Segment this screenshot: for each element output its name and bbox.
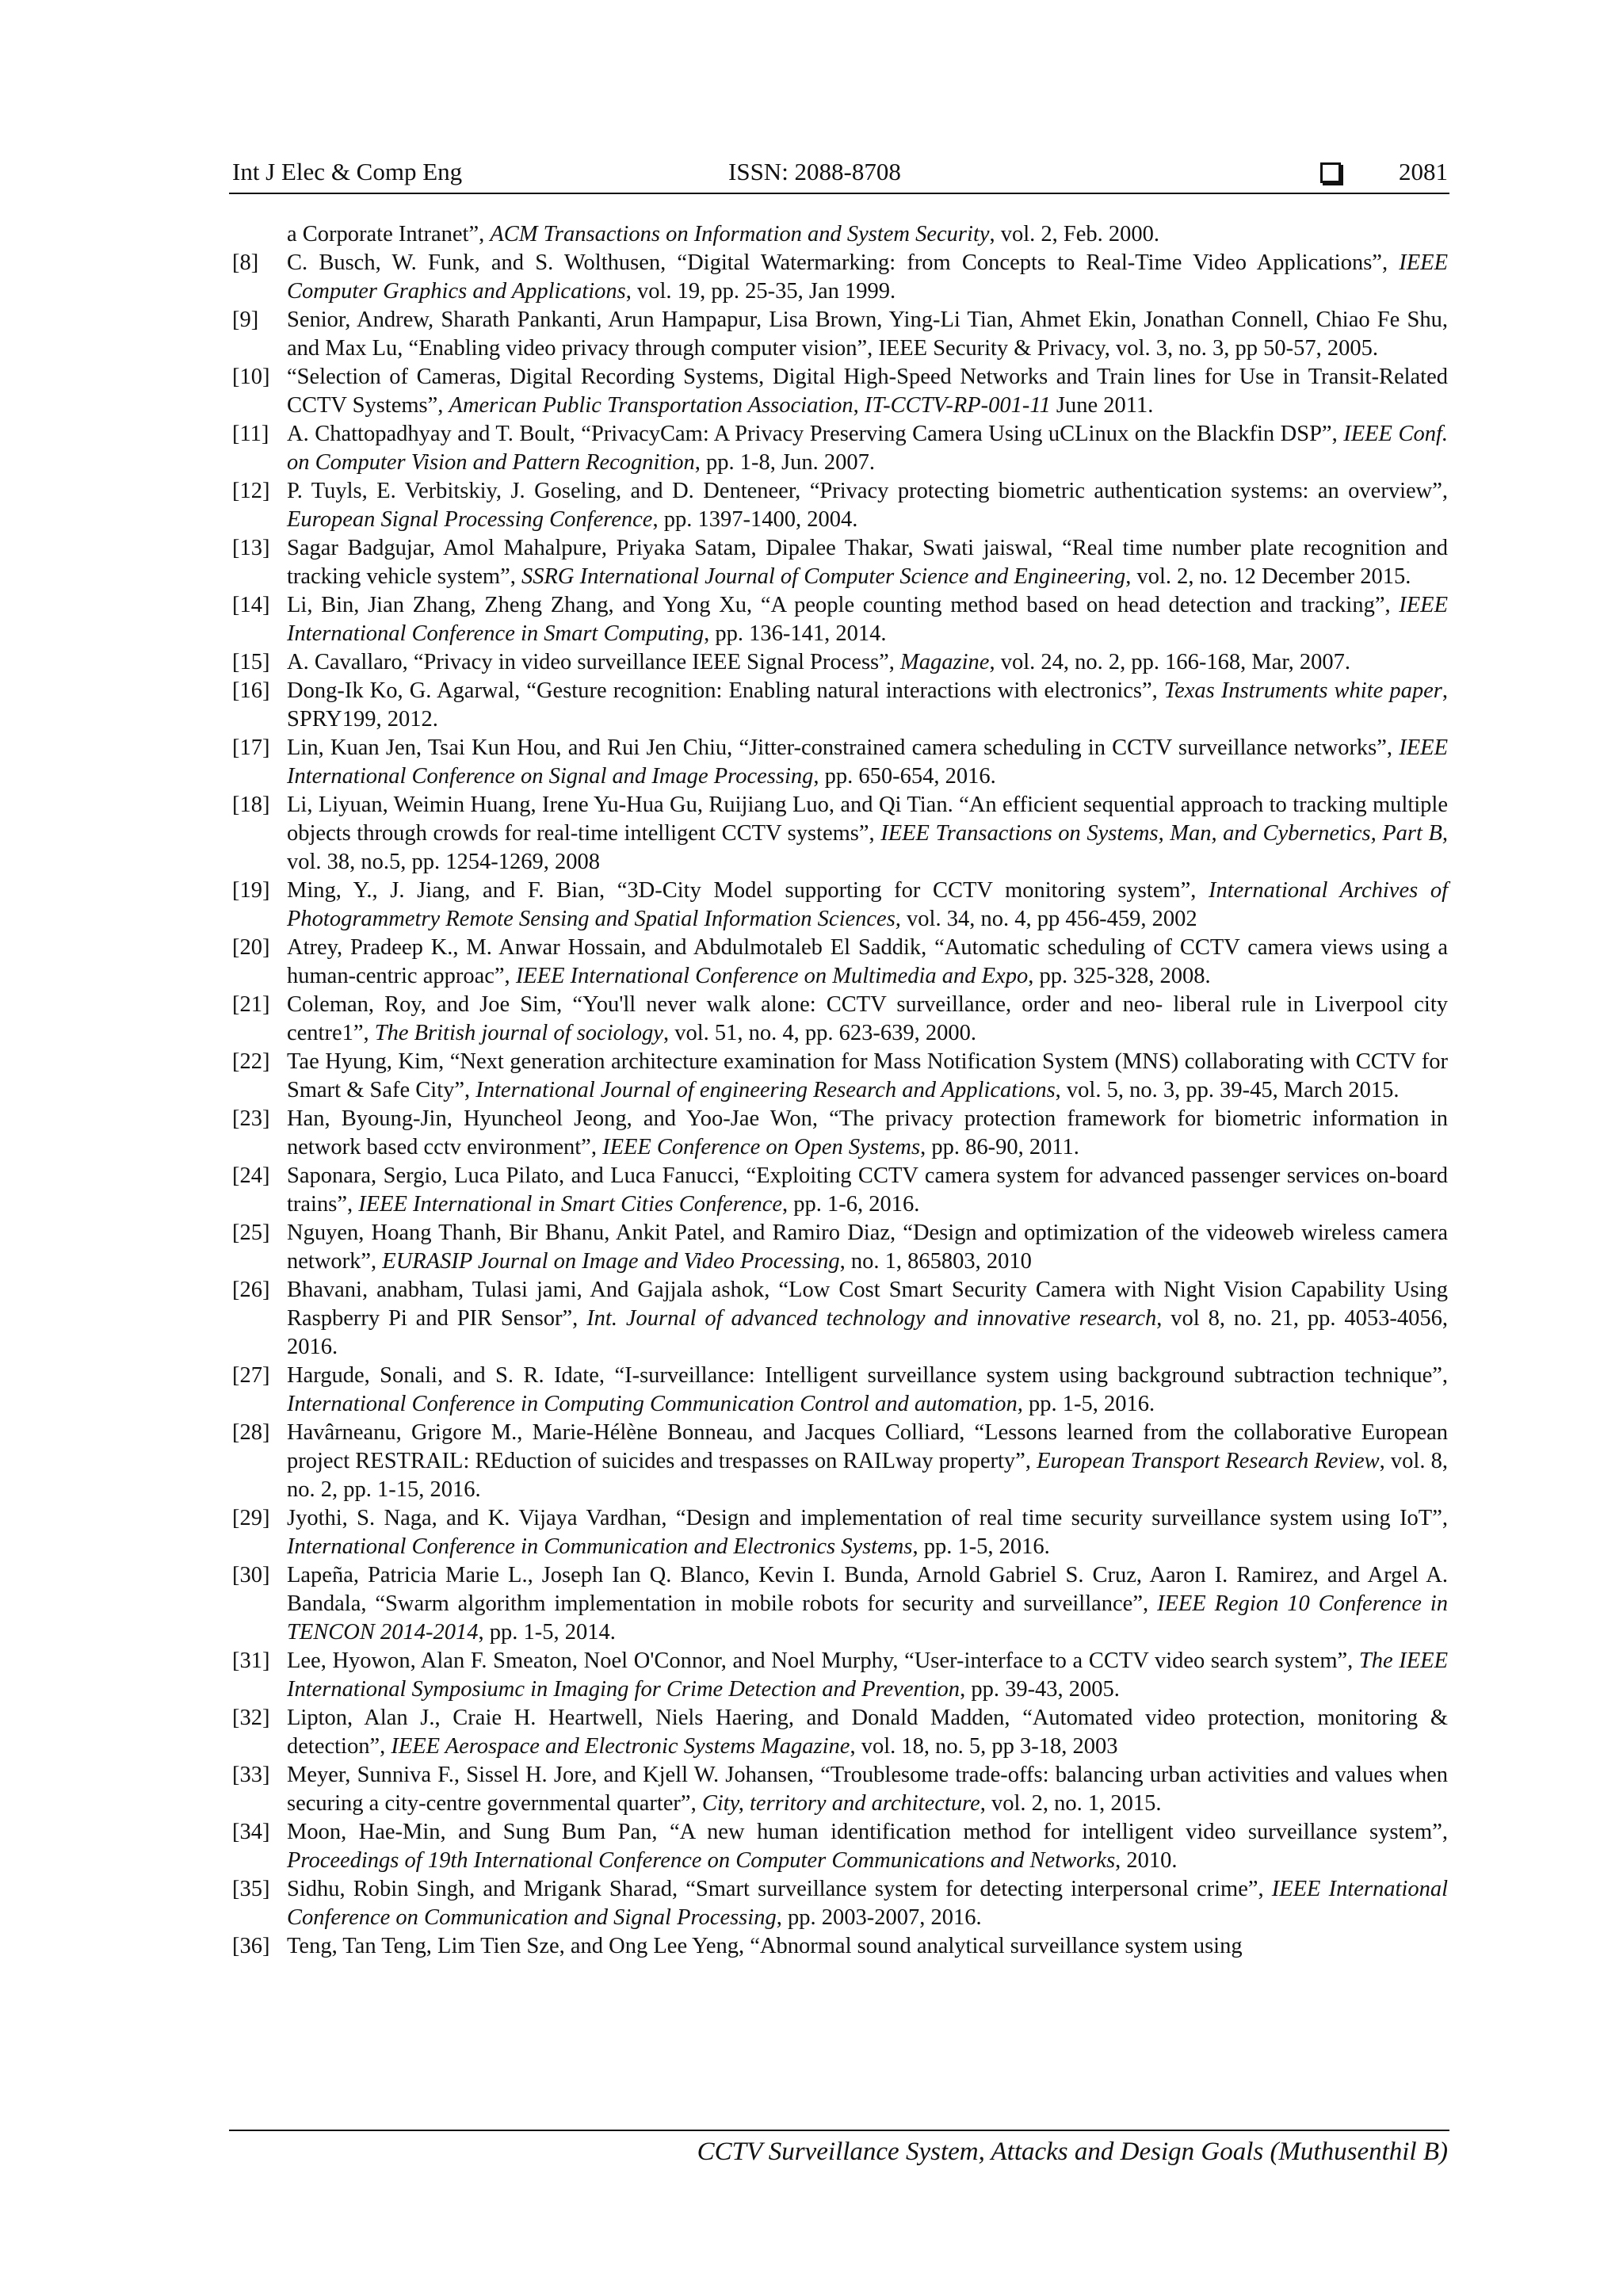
reference-segment: vol. 38, no.5, pp. 1254-1269, 2008 [287,850,601,874]
reference-number: [36] [232,1934,270,1958]
reference-number: [21] [232,992,270,1017]
reference-list [232,220,1448,1961]
reference-item [232,1647,1448,1704]
reference-segment: vol. 34, no. 4, pp 456-459, 2002 [900,907,1197,931]
reference-item [232,363,1448,420]
reference-segment: , vol. 51, no. 4, pp. 623-639, 2000. [663,1021,976,1045]
reference-text [287,1362,1448,1419]
reference-venue: Int. Journal of advanced technology and innovative research [586,1306,1157,1331]
reference-text [287,534,1448,591]
reference-item [232,1761,1448,1818]
reference-number: [12] [232,479,270,503]
reference-text [287,363,1448,420]
running-title: CCTV Surveillance System, Attacks and Design Goals (Muthusenthil B) [697,2137,1448,2166]
reference-item [232,477,1448,534]
reference-segment: , vol. 19, pp. 25-35, Jan 1999. [625,279,896,304]
continuation-details: , vol. 2, Feb. 2000. [989,222,1160,246]
reference-item [232,1276,1448,1362]
reference-segment: Meyer, Sunniva F., Sissel H. Jore, and Kjell W. Johansen, “Troublesome trade-offs: balancing urban activities and values when securing a city-centre governmental quarter”, [287,1763,1448,1816]
reference-text [287,1818,1448,1875]
reference-venue: International Archives of Photogrammetry Remote Sensing and Spatial Information Sciences, [287,878,1448,931]
reference-segment: , pp. 86-90, 2011. [920,1135,1079,1159]
reference-segment: Lapeña, Patricia Marie L., Joseph Ian Q. Blanco, Kevin I. Bunda, Arnold Gabriel S. Cruz, Aaron I. Ramirez, and Argel A. Bandala, “Swarm algorithm implementation in mobile robots for security and surveillance”, [287,1563,1448,1616]
reference-number: [33] [232,1763,270,1787]
reference-segment: Bhavani, anabham, Tulasi jami, And Gajjala ashok, “Low Cost Smart Security Camera with Night Vision Capability Using Raspberry Pi and PIR Sensor”, [287,1278,1448,1331]
reference-text [287,734,1448,791]
reference-text [287,1504,1448,1561]
reference-text [287,1276,1448,1362]
reference-number: [18] [232,793,270,817]
reference-number: [17] [232,735,270,760]
reference-item [232,1419,1448,1504]
reference-text [287,306,1448,363]
reference-segment: Tae Hyung, Kim, “Next generation architecture examination for Mass Notification System (MNS) collaborating with CCTV for Smart & Safe City”, [287,1049,1448,1102]
reference-text [287,420,1448,477]
reference-number: [8] [232,250,259,275]
reference-segment: , pp. 1-5, 2016. [912,1534,1050,1559]
reference-segment: , pp. 39-43, 2005. [960,1677,1120,1702]
reference-segment: C. Busch, W. Funk, and S. Wolthusen, “Digital Watermarking: from Concepts to Real-Time Video Applications”, [287,250,1400,275]
reference-segment: Moon, Hae-Min, and Sung Bum Pan, “A new human identification method for intelligent video surveillance system”, [287,1820,1448,1844]
reference-item [232,1162,1448,1219]
reference-segment: A. Chattopadhyay and T. Boult, “PrivacyCam: A Privacy Preserving Camera Using uCLinux on the Blackfin DSP”, [287,422,1344,446]
reference-text [287,1704,1448,1761]
reference-venue: Proceedings of 19th International Conference on Computer Communications and Networks [287,1848,1116,1873]
reference-number: [26] [232,1278,270,1302]
reference-segment: “Selection of Cameras, Digital Recording Systems, Digital High-Speed Networks and Train lines for Use in Transit-Related CCTV Systems”, [287,365,1448,418]
reference-venue: IEEE Transactions on Systems, Man, and Cybernetics, Part B, [880,821,1448,846]
reference-segment: , no. 1, 865803, 2010 [839,1249,1032,1274]
reference-segment: Nguyen, Hoang Thanh, Bir Bhanu, Ankit Patel, and Ramiro Diaz, “Design and optimization of the videoweb wireless camera network”, [287,1221,1448,1274]
reference-number: [13] [232,536,270,560]
reference-number: [24] [232,1163,270,1188]
reference-text [287,477,1448,534]
reference-segment: , [853,393,865,418]
reference-venue: Texas Instruments white paper [1163,678,1442,703]
reference-segment: Lipton, Alan J., Craie H. Heartwell, Niels Haering, and Donald Madden, “Automated video protection, monitoring & detection”, [287,1706,1448,1759]
reference-item [232,877,1448,934]
reference-segment: pp. 1-5, 2016. [1022,1392,1155,1416]
reference-item [232,249,1448,306]
reference-segment: Dong-Ik Ko, G. Agarwal, “Gesture recognition: Enabling natural interactions with electronics”, [287,678,1164,703]
reference-segment: Li, Liyuan, Weimin Huang, Irene Yu-Hua Gu, Ruijiang Luo, and Qi Tian. “An efficient sequential approach to tracking multiple objects through crowds for real-time intelligent CCTV systems”, [287,793,1448,846]
reference-item [232,934,1448,991]
reference-venue: IEEE International Conference on Multimedia and Expo [515,964,1029,988]
reference-item [232,648,1448,677]
reference-segment: , pp. 1397-1400, 2004. [652,507,858,532]
reference-segment: , pp. 1-8, Jun. 2007. [694,450,876,475]
continuation-text: a Corporate Intranet”, [287,222,491,246]
reference-item [232,1932,1448,1961]
reference-number: [15] [232,650,270,674]
reference-number: [16] [232,678,270,703]
reference-segment: June 2011. [1050,393,1154,418]
journal-name: Int J Elec & Comp Eng [232,158,463,185]
reference-text [287,1647,1448,1704]
reference-number: [28] [232,1420,270,1445]
reference-segment: Lin, Kuan Jen, Tsai Kun Hou, and Rui Jen Chiu, “Jitter-constrained camera scheduling in CCTV surveillance networks”, [287,735,1400,760]
reference-venue: Magazine [900,650,990,674]
reference-text [287,1932,1448,1961]
reference-number: [20] [232,935,270,960]
reference-text [287,1875,1448,1932]
reference-segment: , vol. 2, no. 12 December 2015. [1125,564,1411,589]
reference-number: [31] [232,1648,270,1673]
reference-segment: , vol. 24, no. 2, pp. 166-168, Mar, 2007. [989,650,1351,674]
reference-item [232,420,1448,477]
reference-item [232,1875,1448,1932]
reference-venue: IEEE International in Smart Cities Conference [358,1192,783,1217]
reference-text [287,1162,1448,1219]
reference-number: [34] [232,1820,270,1844]
reference-number: [10] [232,365,270,389]
reference-venue: IEEE International Conference in Smart Computing [287,593,1448,646]
reference-text [287,677,1448,734]
reference-venue: IEEE Aerospace and Electronic Systems Magazine [391,1734,850,1759]
reference-continuation [232,220,1448,249]
reference-segment: , vol. 18, no. 5, pp 3-18, 2003 [850,1734,1118,1759]
page-number: 2081 [1399,158,1448,185]
reference-text [287,1561,1448,1647]
reference-venue: International Journal of engineering Research and Applications [475,1078,1056,1102]
reference-segment: , pp. 1-6, 2016. [782,1192,920,1217]
reference-number: [22] [232,1049,270,1074]
reference-number: [29] [232,1506,270,1530]
footer-rule [229,2130,1449,2131]
reference-segment: Havârneanu, Grigore M., Marie-Hélène Bonneau, and Jacques Colliard, “Lessons learned from the collaborative European project RESTRAIL: REduction of suicides and trespasses on RAILway property”, [287,1420,1448,1473]
header-rule [229,193,1449,194]
reference-item [232,734,1448,791]
reference-number: [32] [232,1706,270,1730]
reference-segment: Saponara, Sergio, Luca Pilato, and Luca Fanucci, “Exploiting CCTV camera system for advanced passenger services on-board trains”, [287,1163,1448,1217]
reference-segment: , SPRY199, 2012. [287,678,1448,732]
reference-text [287,1105,1448,1162]
reference-venue: American Public Transportation Association [449,393,854,418]
reference-venue: IEEE Conf. on Computer Vision and Pattern Recognition [287,422,1448,475]
reference-text [287,591,1448,648]
reference-number: [25] [232,1221,270,1245]
reference-text [287,791,1448,877]
reference-segment: A. Cavallaro, “Privacy in video surveillance IEEE Signal Process”, [287,650,901,674]
reference-number: [14] [232,593,270,617]
reference-venue: European Signal Processing Conference [287,507,653,532]
reference-segment: , vol 8, no. 21, pp. 4053-4056, 2016. [287,1306,1448,1359]
reference-venue: International Conference in Computing Communication Control and automation, [287,1392,1023,1416]
reference-item [232,1048,1448,1105]
reference-venue: IEEE Computer Graphics and Applications [287,250,1448,304]
reference-segment: , vol. 8, no. 2, pp. 1-15, 2016. [287,1449,1449,1502]
reference-segment: , pp. 650-654, 2016. [813,764,996,789]
reference-text [287,1048,1448,1105]
reference-venue: EURASIP Journal on Image and Video Processing [382,1249,840,1274]
reference-item [232,1362,1448,1419]
reference-item [232,534,1448,591]
reference-segment: Jyothi, S. Naga, and K. Vijaya Vardhan, “Design and implementation of real time security surveillance system using IoT”, [287,1506,1448,1530]
reference-segment: , pp. 325-328, 2008. [1028,964,1211,988]
reference-item [232,791,1448,877]
reference-venue: European Transport Research Review [1037,1449,1380,1473]
reference-item [232,677,1448,734]
continuation-venue: ACM Transactions on Information and System Security [490,222,990,246]
reference-venue: SSRG International Journal of Computer Science and Engineering [521,564,1126,589]
reference-text [287,1419,1448,1504]
reference-item [232,1818,1448,1875]
reference-item [232,306,1448,363]
reference-venue: IEEE International Conference on Communication and Signal Processing [287,1877,1448,1930]
reference-segment: Ming, Y., J. Jiang, and F. Bian, “3D-City Model supporting for CCTV monitoring system”, [287,878,1209,903]
reference-text [287,249,1448,306]
reference-item [232,1504,1448,1561]
reference-venue: IT-CCTV-RP-001-11 [864,393,1051,418]
reference-segment: , vol. 2, no. 1, 2015. [980,1791,1162,1816]
reference-venue: IEEE International Conference on Signal and Image Processing [287,735,1448,789]
reference-segment: P. Tuyls, E. Verbitskiy, J. Goseling, and D. Denteneer, “Privacy protecting biometric authentication systems: an overview”, [287,479,1448,503]
reference-item [232,991,1448,1048]
issn: ISSN: 2088-8708 [728,158,901,185]
reference-segment: Teng, Tan Teng, Lim Tien Sze, and Ong Lee Yeng, “Abnormal sound analytical surveillance system using [287,1934,1243,1958]
reference-segment: , pp. 1-5, 2014. [478,1620,616,1645]
reference-item [232,1105,1448,1162]
reference-number: [27] [232,1363,270,1388]
reference-segment: Hargude, Sonali, and S. R. Idate, “I-surveillance: Intelligent surveillance system using background subtraction technique”, [287,1363,1448,1388]
reference-venue: The IEEE International Symposiumc in Imaging for Crime Detection and Prevention [287,1648,1448,1702]
reference-segment: Coleman, Roy, and Joe Sim, “You'll never walk alone: CCTV surveillance, order and neo- liberal rule in Liverpool city centre1”, [287,992,1448,1045]
reference-item [232,1219,1448,1276]
reference-number: [11] [232,422,269,446]
reference-number: [35] [232,1877,270,1901]
reference-number: [9] [232,308,259,332]
square-bullet-icon [1320,162,1341,183]
reference-segment: , pp. 136-141, 2014. [704,621,887,646]
reference-segment: Sagar Badgujar, Amol Mahalpure, Priyaka Satam, Dipalee Thakar, Swati jaiswal, “Real time number plate recognition and tracking vehicle system”, [287,536,1448,589]
reference-segment: Lee, Hyowon, Alan F. Smeaton, Noel O'Connor, and Noel Murphy, “User-interface to a CCTV video search system”, [287,1648,1359,1673]
reference-number: [23] [232,1106,270,1131]
reference-segment: Li, Bin, Jian Zhang, Zheng Zhang, and Yong Xu, “A people counting method based on head detection and tracking”, [287,593,1400,617]
reference-venue: City, territory and architecture [701,1791,980,1816]
reference-segment: , pp. 2003-2007, 2016. [776,1905,982,1930]
reference-segment: Senior, Andrew, Sharath Pankanti, Arun Hampapur, Lisa Brown, Ying-Li Tian, Ahmet Ekin, Jonathan Connell, Chiao Fe Shu, and Max Lu, “Enabling video privacy through computer vision”, IEEE Security & Privacy, vol. 3, no. 3, pp 50-57, 2005. [287,308,1448,361]
reference-number: [30] [232,1563,270,1587]
reference-number: [19] [232,878,270,903]
reference-venue: IEEE Region 10 Conference in TENCON 2014-2014 [287,1591,1448,1645]
reference-text [287,1219,1448,1276]
reference-venue: International Conference in Communication and Electronics Systems [287,1534,913,1559]
reference-text [287,934,1448,991]
reference-segment: , 2010. [1115,1848,1178,1873]
reference-segment: , vol. 5, no. 3, pp. 39-45, March 2015. [1055,1078,1400,1102]
reference-text [287,648,1448,677]
reference-text [287,877,1448,934]
reference-segment: Atrey, Pradeep K., M. Anwar Hossain, and Abdulmotaleb El Saddik, “Automatic scheduling of CCTV camera views using a human-centric approac”, [287,935,1448,988]
reference-segment: Sidhu, Robin Singh, and Mrigank Sharad, “Smart surveillance system for detecting interpersonal crime”, [287,1877,1272,1901]
reference-text [287,1761,1448,1818]
reference-item [232,1704,1448,1761]
reference-venue: IEEE Conference on Open Systems [602,1135,921,1159]
reference-segment: Han, Byoung-Jin, Hyuncheol Jeong, and Yoo-Jae Won, “The privacy protection framework for biometric information in network based cctv environment”, [287,1106,1448,1159]
reference-venue: The British journal of sociology [374,1021,663,1045]
reference-item [232,591,1448,648]
reference-text [287,991,1448,1048]
page-header [232,155,1448,189]
reference-item [232,1561,1448,1647]
